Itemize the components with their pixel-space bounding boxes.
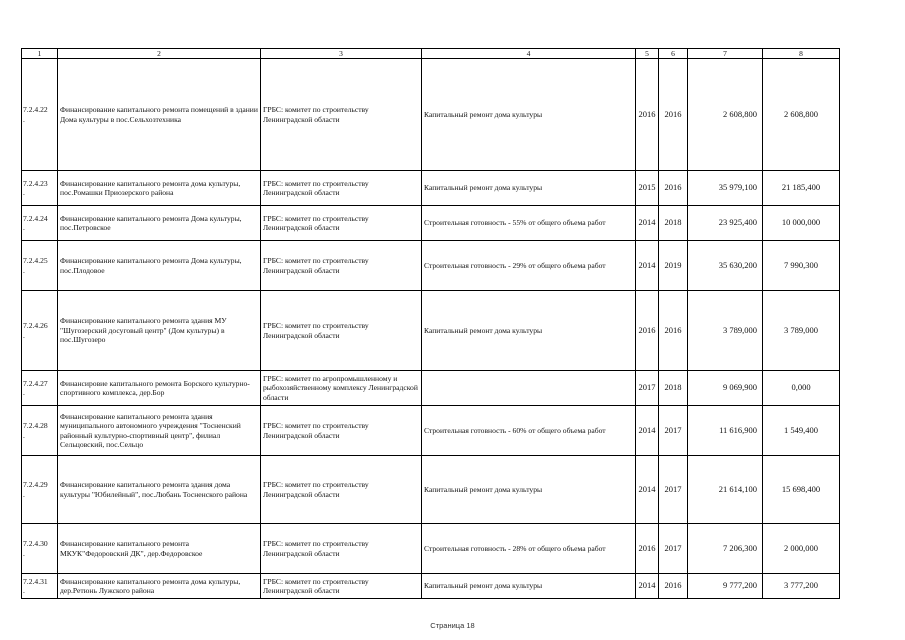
table-row: [22, 406, 840, 456]
grbs-text: ГРБС: комитет по строительству Ленинградской области: [261, 456, 422, 524]
start-year: 2016: [636, 291, 659, 371]
table-row: [22, 574, 840, 599]
end-year: 2016: [659, 59, 688, 171]
end-year: 2017: [659, 456, 688, 524]
grbs-text: ГРБС: комитет по строительству Ленинградской области: [261, 291, 422, 371]
result-description: Капитальный ремонт дома культуры: [422, 456, 636, 524]
project-name: Финансирование капитального ремонта МКУК"Федоровский ДК", дер.Федоровское: [58, 524, 261, 574]
financing-amount: 2 608,800: [763, 59, 840, 171]
end-year: 2016: [659, 291, 688, 371]
column-header: 7: [688, 49, 763, 59]
total-cost: 9 777,200: [688, 574, 763, 599]
project-name: Финансирование капитального ремонта здания дома культуры "Юбилейный", пос.Любань Тосненского района: [58, 456, 261, 524]
financing-amount: 7 990,300: [763, 241, 840, 291]
financing-amount: 0,000: [763, 371, 840, 406]
result-description: Капитальный ремонт дома культуры: [422, 574, 636, 599]
row-number: 7.2.4.28 .: [22, 406, 58, 456]
financing-amount: 21 185,400: [763, 171, 840, 206]
start-year: 2015: [636, 171, 659, 206]
end-year: 2017: [659, 406, 688, 456]
total-cost: 35 630,200: [688, 241, 763, 291]
project-name: Финансировие капитального ремонта Борского культурно-спортивного комплекса, дер.Бор: [58, 371, 261, 406]
grbs-text: ГРБС: комитет по агропромышленному и рыбохозяйственному комплексу Ленинградской области: [261, 371, 422, 406]
column-header: 3: [261, 49, 422, 59]
project-name: Финансирование капитального ремонта дома культуры, пос.Ромашки Приозерского района: [58, 171, 261, 206]
table-row: [22, 456, 840, 524]
start-year: 2016: [636, 524, 659, 574]
row-number: 7.2.4.27 .: [22, 371, 58, 406]
column-header: 2: [58, 49, 261, 59]
project-name: Финансирование капитального ремонта дома культуры, дер.Ретюнь Лужского района: [58, 574, 261, 599]
table-row: [22, 59, 840, 171]
grbs-text: ГРБС: комитет по строительству Ленинградской области: [261, 574, 422, 599]
row-number: 7.2.4.22 .: [22, 59, 58, 171]
total-cost: 11 616,900: [688, 406, 763, 456]
table-row: [22, 241, 840, 291]
start-year: 2014: [636, 206, 659, 241]
row-number: 7.2.4.29 .: [22, 456, 58, 524]
total-cost: 21 614,100: [688, 456, 763, 524]
result-description: Строительная готовность - 28% от общего объема работ: [422, 524, 636, 574]
table-row: [22, 206, 840, 241]
project-name: Финансирование капитального ремонта здания муниципального автономного учреждения "Тосненский районный культурно-спортивный центр", филиал Сельцовский, пос.Сельцо: [58, 406, 261, 456]
financing-amount: 10 000,000: [763, 206, 840, 241]
end-year: 2016: [659, 574, 688, 599]
column-header: 6: [659, 49, 688, 59]
grbs-text: ГРБС: комитет по строительству Ленинградской области: [261, 406, 422, 456]
grbs-text: ГРБС: комитет по строительству Ленинградской области: [261, 241, 422, 291]
row-number: 7.2.4.23 .: [22, 171, 58, 206]
table-row: [22, 171, 840, 206]
table-row: [22, 291, 840, 371]
project-name: Финансирование капитального ремонта помещений в здании Дома культуры в пос.Сельхозтехника: [58, 59, 261, 171]
total-cost: 3 789,000: [688, 291, 763, 371]
financing-amount: 2 000,000: [763, 524, 840, 574]
end-year: 2018: [659, 206, 688, 241]
start-year: 2014: [636, 406, 659, 456]
financing-amount: 3 777,200: [763, 574, 840, 599]
table-row: [22, 371, 840, 406]
start-year: 2014: [636, 241, 659, 291]
total-cost: 2 608,800: [688, 59, 763, 171]
financing-amount: 3 789,000: [763, 291, 840, 371]
end-year: 2017: [659, 524, 688, 574]
result-description: Капитальный ремонт дома культуры: [422, 291, 636, 371]
grbs-text: ГРБС: комитет по строительству Ленинградской области: [261, 59, 422, 171]
result-description: Капитальный ремонт дома культуры: [422, 59, 636, 171]
row-number: 7.2.4.31 .: [22, 574, 58, 599]
grbs-text: ГРБС: комитет по строительству Ленинградской области: [261, 171, 422, 206]
column-header: 1: [22, 49, 58, 59]
total-cost: 7 206,300: [688, 524, 763, 574]
row-number: 7.2.4.24 .: [22, 206, 58, 241]
header-row: [22, 49, 840, 59]
end-year: 2016: [659, 171, 688, 206]
column-header: 5: [636, 49, 659, 59]
project-name: Финансирование капитального ремонта здания МУ "Шугозерский досуговый центр" (Дом культуры) в пос.Шугозеро: [58, 291, 261, 371]
page-number: Страница 18: [430, 621, 475, 630]
row-number: 7.2.4.25 .: [22, 241, 58, 291]
start-year: 2014: [636, 574, 659, 599]
total-cost: 23 925,400: [688, 206, 763, 241]
start-year: 2014: [636, 456, 659, 524]
result-description: Строительная готовность - 60% от общего объема работ: [422, 406, 636, 456]
result-description: Строительная готовность - 29% от общего объема работ: [422, 241, 636, 291]
result-description: [422, 371, 636, 406]
table-row: [22, 524, 840, 574]
column-header: 8: [763, 49, 840, 59]
result-description: Строительная готовность - 55% от общего объема работ: [422, 206, 636, 241]
column-header: 4: [422, 49, 636, 59]
grbs-text: ГРБС: комитет по строительству Ленинградской области: [261, 206, 422, 241]
total-cost: 35 979,100: [688, 171, 763, 206]
result-description: Капитальный ремонт дома культуры: [422, 171, 636, 206]
row-number: 7.2.4.30 .: [22, 524, 58, 574]
end-year: 2018: [659, 371, 688, 406]
financing-amount: 15 698,400: [763, 456, 840, 524]
start-year: 2017: [636, 371, 659, 406]
end-year: 2019: [659, 241, 688, 291]
grbs-text: ГРБС: комитет по строительству Ленинградской области: [261, 524, 422, 574]
program-table: [21, 48, 840, 599]
project-name: Финансирование капитального ремонта Дома культуры, пос.Плодовое: [58, 241, 261, 291]
start-year: 2016: [636, 59, 659, 171]
project-name: Финансирование капитального ремонта Дома культуры, пос.Петровское: [58, 206, 261, 241]
financing-amount: 1 549,400: [763, 406, 840, 456]
row-number: 7.2.4.26 .: [22, 291, 58, 371]
total-cost: 9 069,900: [688, 371, 763, 406]
